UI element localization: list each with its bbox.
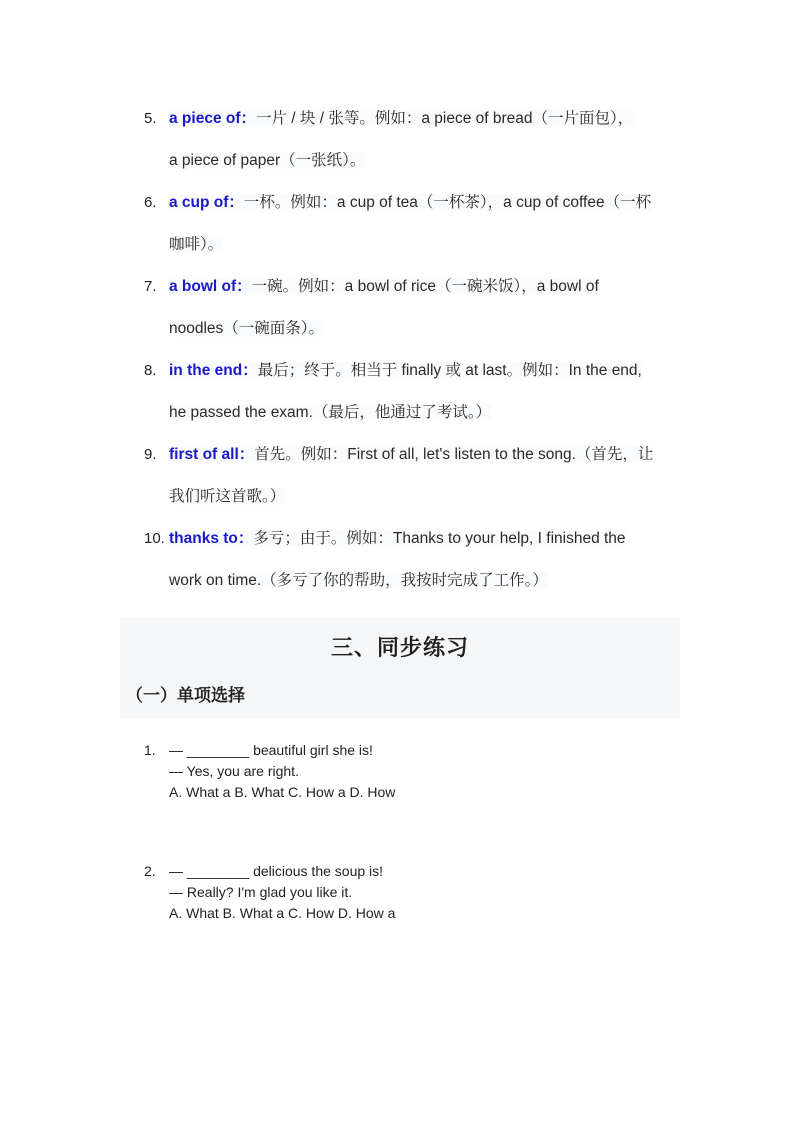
phrase-item (120, 182, 680, 266)
phrase-item (120, 434, 680, 518)
question-item (120, 861, 680, 924)
question-response: — Yes, you are right. (169, 763, 299, 779)
question-item (120, 740, 680, 803)
phrase-term: first of all： (169, 446, 255, 463)
phrase-item (120, 98, 680, 182)
phrase-number: 10. (144, 530, 165, 547)
phrase-text (169, 182, 680, 266)
phrase-text (169, 98, 680, 182)
phrase-list (120, 98, 680, 602)
question-prompt: — ________ beautiful girl she is! (169, 742, 373, 758)
phrase-item (120, 350, 680, 434)
question-number: 2. (144, 863, 156, 879)
phrase-explanation-line1: 一片 / 块 / 张等。例如：a piece of bread（一片面包）， (256, 110, 634, 127)
phrase-explanation-line1: 最后；终于。相当于 finally 或 at last。例如：In the end, (257, 362, 642, 379)
phrase-term: thanks to： (169, 530, 254, 547)
phrase-explanation-line2: 我们听这首歌。） (169, 488, 286, 505)
question-response: — Really? I'm glad you like it. (169, 884, 353, 900)
phrase-text (169, 350, 680, 434)
question-number: 1. (144, 742, 156, 758)
question-prompt: — ________ delicious the soup is! (169, 863, 384, 879)
phrase-term: a cup of： (169, 194, 244, 211)
phrase-explanation-line1: 首先。例如：First of all, let's listen to the song.（首先，让 (254, 446, 654, 463)
section-title: 三、同步练习 (330, 635, 469, 660)
phrase-term: in the end： (169, 362, 258, 379)
phrase-number: 7. (144, 278, 157, 295)
phrase-explanation-line2: 咖啡）。 (169, 236, 224, 253)
phrase-text (169, 266, 680, 350)
phrase-term: a piece of： (169, 110, 256, 127)
phrase-item (120, 266, 680, 350)
subsection-title: （一）单项选择 (126, 686, 245, 705)
phrase-explanation-line2: noodles（一碗面条）。 (169, 320, 325, 337)
exercise-section-header (120, 618, 680, 718)
question-options: A. What B. What a C. How D. How a (169, 905, 396, 921)
phrase-text (169, 434, 680, 518)
phrase-number: 5. (144, 110, 157, 127)
phrase-number: 8. (144, 362, 157, 379)
phrase-number: 6. (144, 194, 157, 211)
phrase-explanation-line1: 一杯。例如：a cup of tea（一杯茶），a cup of coffee（一杯 (243, 194, 652, 211)
phrase-item (120, 518, 680, 602)
phrase-text (169, 518, 680, 602)
phrase-explanation-line1: 一碗。例如：a bowl of rice（一碗米饭），a bowl of (251, 278, 599, 295)
phrase-term: a bowl of： (169, 278, 252, 295)
phrase-explanation-line2: he passed the exam.（最后，他通过了考试。） (169, 404, 492, 421)
phrase-number: 9. (144, 446, 157, 463)
phrase-explanation-line2: a piece of paper（一张纸）。 (169, 152, 366, 169)
question-options: A. What a B. What C. How a D. How (169, 784, 396, 800)
phrase-explanation-line1: 多亏；由于。例如：Thanks to your help, I finished the (253, 530, 626, 547)
phrase-explanation-line2: work on time.（多亏了你的帮助，我按时完成了工作。） (169, 572, 548, 589)
